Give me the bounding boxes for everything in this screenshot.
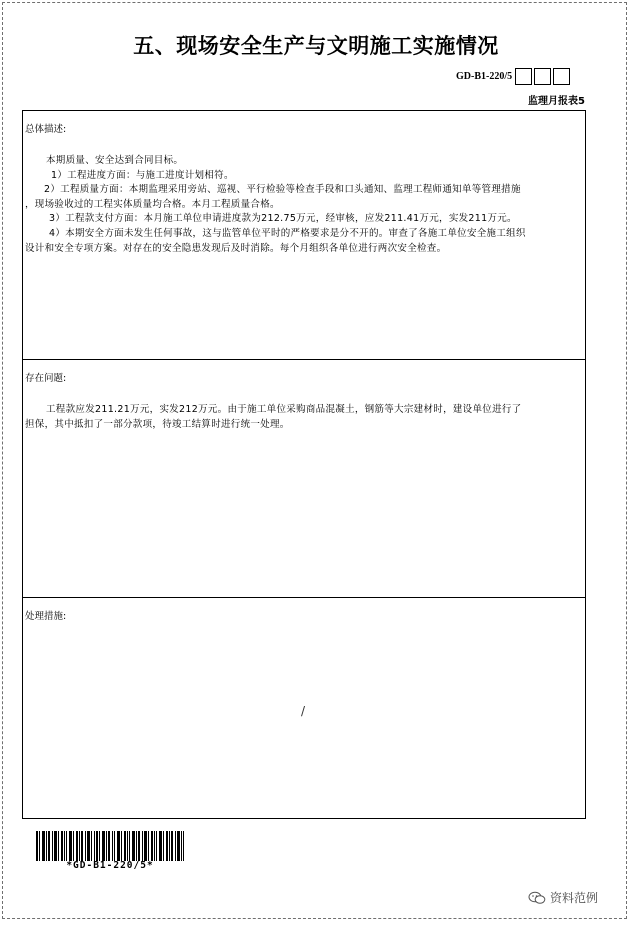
- watermark-text: 资料范例: [550, 891, 599, 905]
- issues-section: [23, 360, 585, 598]
- summary-text: [25, 154, 577, 256]
- summary-line: ，现场验收过的工程实体质量均合格。本月工程质量合格。: [25, 198, 280, 210]
- form-name: 监理月报表5: [528, 96, 585, 107]
- issues-line: 担保，其中抵扣了一部分款项，待竣工结算时进行统一处理。: [25, 418, 290, 430]
- form-code-row: [456, 67, 570, 85]
- form-code: GD-B1-220/5: [456, 70, 513, 82]
- code-box-3: [553, 68, 570, 85]
- issues-text: [25, 403, 577, 432]
- issues-label: 存在问题:: [25, 373, 67, 384]
- code-box-2: [534, 68, 551, 85]
- summary-line: 设计和安全专项方案。对存在的安全隐患发现后及时消除。每个月组织各单位进行两次安全检查。: [25, 242, 447, 254]
- summary-label: 总体描述:: [25, 124, 67, 135]
- summary-section: [23, 111, 585, 360]
- summary-line: 4）本期安全方面未发生任何事故，这与监管单位平时的严格要求是分不开的。审查了各施工单位安全施工组织: [49, 227, 526, 239]
- report-table: [22, 110, 586, 819]
- summary-line: 2）工程质量方面：本期监理采用旁站、巡视、平行检验等检查手段和口头通知、监理工程师通知单等管理措施: [44, 184, 521, 196]
- page-title: 五、现场安全生产与文明施工实施情况: [133, 33, 499, 58]
- code-box-1: [515, 68, 532, 85]
- issues-line: 工程款应发211.21万元，实发212万元。由于施工单位采购商品混凝土，钢筋等大宗建材时，建设单位进行了: [46, 404, 522, 415]
- measures-section: [23, 598, 585, 818]
- watermark: [528, 889, 598, 906]
- summary-line: 本期质量、安全达到合同目标。: [46, 155, 184, 166]
- wechat-icon: [528, 891, 546, 905]
- measures-mark: /: [301, 704, 306, 718]
- barcode: [36, 831, 184, 861]
- summary-line: 3）工程款支付方面：本月施工单位申请进度款为212.75万元，经审核，应发211.41万元，实发211万元。: [49, 213, 517, 225]
- measures-label: 处理措施:: [25, 611, 67, 622]
- summary-line: 1）工程进度方面：与施工进度计划相符。: [51, 169, 234, 181]
- barcode-caption: *GD-B1-220/5*: [66, 860, 154, 871]
